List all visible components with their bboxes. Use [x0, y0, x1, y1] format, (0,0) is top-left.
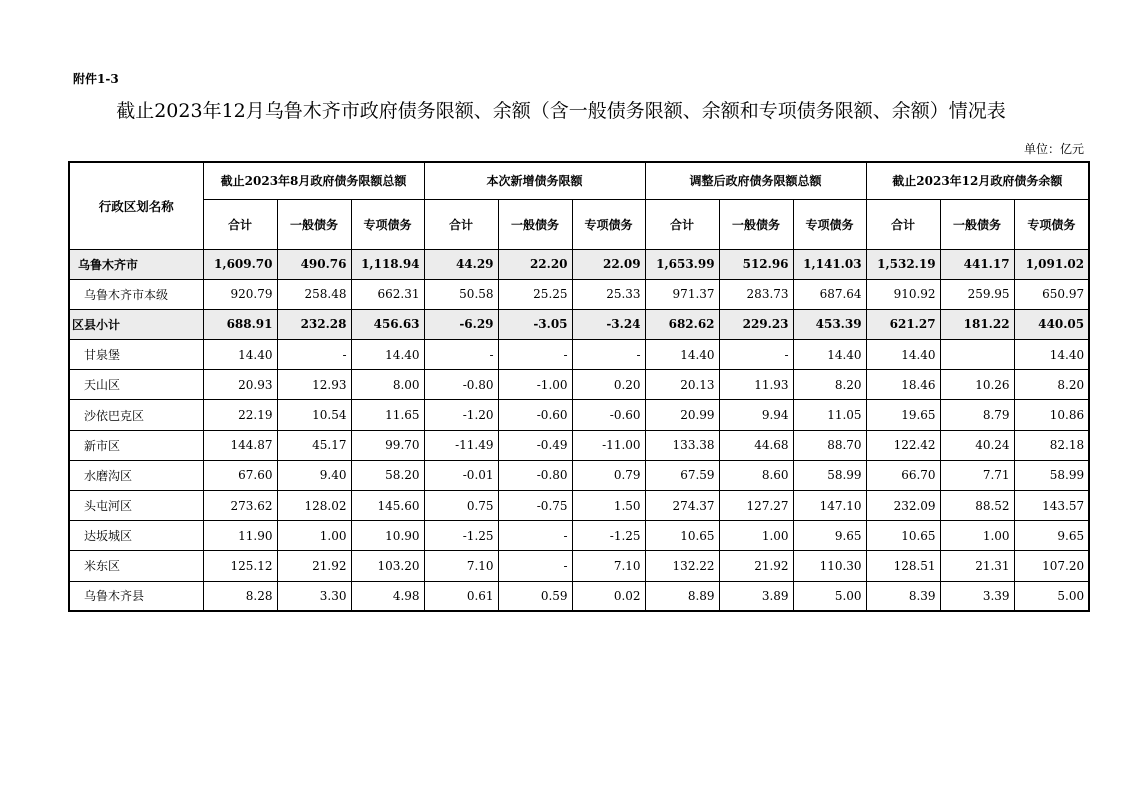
- table-row: [69, 551, 1089, 581]
- value-cell: -: [498, 551, 572, 581]
- value-cell: 11.05: [793, 400, 866, 430]
- region-name-cell: 沙依巴克区: [69, 400, 203, 430]
- value-cell: 22.19: [203, 400, 277, 430]
- value-cell: -: [498, 340, 572, 370]
- value-cell: 58.99: [793, 460, 866, 490]
- value-cell: 14.40: [866, 340, 940, 370]
- value-cell: 8.79: [940, 400, 1014, 430]
- value-cell: 14.40: [645, 340, 719, 370]
- value-cell: 1,653.99: [645, 249, 719, 279]
- value-cell: 229.23: [719, 309, 793, 339]
- region-name-cell: 达坂城区: [69, 521, 203, 551]
- value-cell: 14.40: [1014, 340, 1089, 370]
- value-cell: 1.00: [719, 521, 793, 551]
- value-cell: 232.09: [866, 491, 940, 521]
- value-cell: 453.39: [793, 309, 866, 339]
- value-cell: -11.00: [572, 430, 645, 460]
- value-cell: 44.68: [719, 430, 793, 460]
- table-row: [69, 279, 1089, 309]
- value-cell: -3.24: [572, 309, 645, 339]
- value-cell: 99.70: [351, 430, 424, 460]
- page-title: 截止2023年12月乌鲁木齐市政府债务限额、余额（含一般债务限额、余额和专项债务限额、余额）情况表: [116, 100, 1006, 122]
- value-cell: -: [277, 340, 351, 370]
- value-cell: 21.92: [719, 551, 793, 581]
- value-cell: 0.59: [498, 581, 572, 611]
- value-cell: 10.86: [1014, 400, 1089, 430]
- value-cell: 5.00: [793, 581, 866, 611]
- value-cell: 110.30: [793, 551, 866, 581]
- subcol-general: 一般债务: [940, 199, 1014, 249]
- value-cell: 40.24: [940, 430, 1014, 460]
- value-cell: 145.60: [351, 491, 424, 521]
- value-cell: -3.05: [498, 309, 572, 339]
- table-row: [69, 249, 1089, 279]
- subcol-special: 专项债务: [572, 199, 645, 249]
- value-cell: 58.99: [1014, 460, 1089, 490]
- region-name-cell: 乌鲁木齐市: [69, 249, 203, 279]
- value-cell: 0.02: [572, 581, 645, 611]
- value-cell: -0.01: [424, 460, 498, 490]
- value-cell: 662.31: [351, 279, 424, 309]
- value-cell: 132.22: [645, 551, 719, 581]
- region-name-cell: 区县小计: [69, 309, 203, 339]
- value-cell: 144.87: [203, 430, 277, 460]
- value-cell: 9.65: [1014, 521, 1089, 551]
- value-cell: -: [424, 340, 498, 370]
- value-cell: 1,091.02: [1014, 249, 1089, 279]
- value-cell: 8.60: [719, 460, 793, 490]
- value-cell: -0.49: [498, 430, 572, 460]
- value-cell: 10.65: [866, 521, 940, 551]
- value-cell: -0.60: [572, 400, 645, 430]
- value-cell: 88.52: [940, 491, 1014, 521]
- value-cell: 1.00: [277, 521, 351, 551]
- value-cell: 440.05: [1014, 309, 1089, 339]
- subcol-total: 合计: [203, 199, 277, 249]
- value-cell: 21.31: [940, 551, 1014, 581]
- value-cell: 20.93: [203, 370, 277, 400]
- subcol-total: 合计: [866, 199, 940, 249]
- value-cell: 0.20: [572, 370, 645, 400]
- subcol-total: 合计: [424, 199, 498, 249]
- value-cell: 25.33: [572, 279, 645, 309]
- value-cell: 9.65: [793, 521, 866, 551]
- value-cell: 45.17: [277, 430, 351, 460]
- value-cell: 8.20: [1014, 370, 1089, 400]
- value-cell: 688.91: [203, 309, 277, 339]
- value-cell: 1,609.70: [203, 249, 277, 279]
- value-cell: 259.95: [940, 279, 1014, 309]
- value-cell: 58.20: [351, 460, 424, 490]
- value-cell: 8.20: [793, 370, 866, 400]
- value-cell: [940, 340, 1014, 370]
- value-cell: 456.63: [351, 309, 424, 339]
- value-cell: 8.39: [866, 581, 940, 611]
- value-cell: 107.20: [1014, 551, 1089, 581]
- value-cell: 0.61: [424, 581, 498, 611]
- value-cell: 1,118.94: [351, 249, 424, 279]
- table-body: [69, 249, 1089, 611]
- value-cell: 128.51: [866, 551, 940, 581]
- value-cell: 1.50: [572, 491, 645, 521]
- value-cell: 971.37: [645, 279, 719, 309]
- value-cell: 103.20: [351, 551, 424, 581]
- value-cell: 181.22: [940, 309, 1014, 339]
- value-cell: 232.28: [277, 309, 351, 339]
- value-cell: 10.54: [277, 400, 351, 430]
- value-cell: 283.73: [719, 279, 793, 309]
- value-cell: 133.38: [645, 430, 719, 460]
- value-cell: 10.65: [645, 521, 719, 551]
- group-header-balance-dec: 截止2023年12月政府债务余额: [866, 162, 1089, 199]
- subcol-general: 一般债务: [498, 199, 572, 249]
- region-name-cell: 甘泉堡: [69, 340, 203, 370]
- unit-label: 单位：亿元: [1023, 142, 1084, 156]
- value-cell: 4.98: [351, 581, 424, 611]
- value-cell: 20.13: [645, 370, 719, 400]
- value-cell: 273.62: [203, 491, 277, 521]
- value-cell: -0.80: [424, 370, 498, 400]
- value-cell: 125.12: [203, 551, 277, 581]
- value-cell: 20.99: [645, 400, 719, 430]
- value-cell: 143.57: [1014, 491, 1089, 521]
- value-cell: 7.71: [940, 460, 1014, 490]
- value-cell: 3.39: [940, 581, 1014, 611]
- value-cell: 44.29: [424, 249, 498, 279]
- value-cell: 9.94: [719, 400, 793, 430]
- value-cell: 50.58: [424, 279, 498, 309]
- table-row: [69, 521, 1089, 551]
- value-cell: 8.28: [203, 581, 277, 611]
- value-cell: 12.93: [277, 370, 351, 400]
- value-cell: 920.79: [203, 279, 277, 309]
- value-cell: 22.09: [572, 249, 645, 279]
- table-row: [69, 370, 1089, 400]
- value-cell: 650.97: [1014, 279, 1089, 309]
- attachment-label: 附件1-3: [73, 72, 119, 86]
- value-cell: 682.62: [645, 309, 719, 339]
- value-cell: -1.25: [424, 521, 498, 551]
- value-cell: -1.25: [572, 521, 645, 551]
- value-cell: 512.96: [719, 249, 793, 279]
- value-cell: 1.00: [940, 521, 1014, 551]
- value-cell: 147.10: [793, 491, 866, 521]
- value-cell: 7.10: [572, 551, 645, 581]
- value-cell: 14.40: [203, 340, 277, 370]
- value-cell: 10.90: [351, 521, 424, 551]
- value-cell: 128.02: [277, 491, 351, 521]
- value-cell: 11.90: [203, 521, 277, 551]
- value-cell: 7.10: [424, 551, 498, 581]
- value-cell: 122.42: [866, 430, 940, 460]
- value-cell: 1,141.03: [793, 249, 866, 279]
- value-cell: -1.20: [424, 400, 498, 430]
- value-cell: 67.59: [645, 460, 719, 490]
- group-header-adjusted-limit: 调整后政府债务限额总额: [645, 162, 866, 199]
- value-cell: 5.00: [1014, 581, 1089, 611]
- value-cell: -0.80: [498, 460, 572, 490]
- subcol-general: 一般债务: [277, 199, 351, 249]
- table-row: [69, 491, 1089, 521]
- value-cell: -0.60: [498, 400, 572, 430]
- value-cell: 441.17: [940, 249, 1014, 279]
- value-cell: 621.27: [866, 309, 940, 339]
- value-cell: 9.40: [277, 460, 351, 490]
- value-cell: -: [498, 521, 572, 551]
- value-cell: 25.25: [498, 279, 572, 309]
- region-name-cell: 头屯河区: [69, 491, 203, 521]
- value-cell: 21.92: [277, 551, 351, 581]
- table-row: [69, 430, 1089, 460]
- value-cell: 258.48: [277, 279, 351, 309]
- value-cell: 3.30: [277, 581, 351, 611]
- region-name-cell: 水磨沟区: [69, 460, 203, 490]
- value-cell: 8.89: [645, 581, 719, 611]
- value-cell: 18.46: [866, 370, 940, 400]
- value-cell: 127.27: [719, 491, 793, 521]
- table-row: [69, 309, 1089, 339]
- debt-table: [68, 161, 1090, 612]
- value-cell: 82.18: [1014, 430, 1089, 460]
- value-cell: 687.64: [793, 279, 866, 309]
- table-row: [69, 460, 1089, 490]
- value-cell: 490.76: [277, 249, 351, 279]
- value-cell: 88.70: [793, 430, 866, 460]
- subcol-general: 一般债务: [719, 199, 793, 249]
- value-cell: -: [719, 340, 793, 370]
- value-cell: 274.37: [645, 491, 719, 521]
- value-cell: 11.93: [719, 370, 793, 400]
- value-cell: 14.40: [793, 340, 866, 370]
- region-name-cell: 米东区: [69, 551, 203, 581]
- value-cell: 22.20: [498, 249, 572, 279]
- row-header-cell: 行政区划名称: [69, 162, 203, 249]
- subcol-total: 合计: [645, 199, 719, 249]
- value-cell: 66.70: [866, 460, 940, 490]
- region-name-cell: 新市区: [69, 430, 203, 460]
- table-row: [69, 340, 1089, 370]
- subcol-special: 专项债务: [793, 199, 866, 249]
- value-cell: -0.75: [498, 491, 572, 521]
- value-cell: 11.65: [351, 400, 424, 430]
- value-cell: 0.75: [424, 491, 498, 521]
- value-cell: -6.29: [424, 309, 498, 339]
- subcol-special: 专项债务: [351, 199, 424, 249]
- table-row: [69, 581, 1089, 611]
- value-cell: 1,532.19: [866, 249, 940, 279]
- region-name-cell: 乌鲁木齐县: [69, 581, 203, 611]
- table-row: [69, 400, 1089, 430]
- value-cell: -11.49: [424, 430, 498, 460]
- value-cell: 10.26: [940, 370, 1014, 400]
- value-cell: 8.00: [351, 370, 424, 400]
- value-cell: 19.65: [866, 400, 940, 430]
- value-cell: 14.40: [351, 340, 424, 370]
- region-name-cell: 乌鲁木齐市本级: [69, 279, 203, 309]
- subcol-special: 专项债务: [1014, 199, 1089, 249]
- value-cell: 910.92: [866, 279, 940, 309]
- group-header-new-limit: 本次新增债务限额: [424, 162, 645, 199]
- region-name-cell: 天山区: [69, 370, 203, 400]
- group-header-limit-aug: 截止2023年8月政府债务限额总额: [203, 162, 424, 199]
- value-cell: -1.00: [498, 370, 572, 400]
- value-cell: 67.60: [203, 460, 277, 490]
- value-cell: 0.79: [572, 460, 645, 490]
- value-cell: 3.89: [719, 581, 793, 611]
- value-cell: -: [572, 340, 645, 370]
